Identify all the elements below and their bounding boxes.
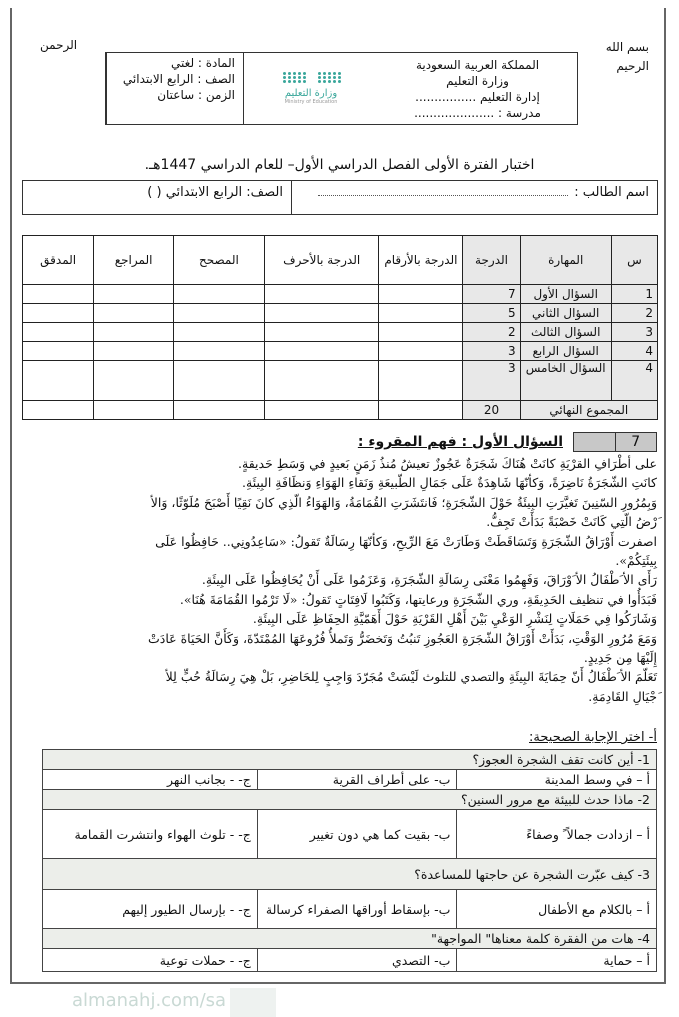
logo-dot bbox=[293, 80, 296, 83]
score-skill: السؤال الثالث bbox=[520, 323, 611, 342]
mcq-option[interactable]: ج- - بإرسال الطيور إليهم bbox=[43, 890, 258, 929]
logo-dot bbox=[288, 80, 291, 83]
logo-dot bbox=[328, 80, 331, 83]
score-header: الدرجة bbox=[463, 236, 520, 285]
passage-line: فَبَدَأُوا في تنظيف الحَدِيقَةِ، وري الشّجَرَةِ ورعايتها، وَكَتَبُوا لَافِتَاتٍ تَقولُ: «لَا تَرْمُوا القُمَامَةَ هُنَا». bbox=[179, 591, 657, 607]
question1-title: السؤال الأول : فهم المقروء : bbox=[357, 434, 563, 450]
logo-dot bbox=[303, 80, 306, 83]
score-entry-cell[interactable] bbox=[379, 285, 463, 304]
passage-line: تَعَلّمَ الأ َطْفَالُ أَنّ حِمَايَةَ البِيئَةِ والتصدي للتلوث لَيْسَتْ مُجَرّدَ وَاجِبٍ لِلحَاضِرِ، بَلْ هِيَ رِسَالَةُ حُبٍّ لِلأ bbox=[165, 669, 657, 685]
score-entry-cell[interactable] bbox=[379, 304, 463, 323]
score-entry-cell[interactable] bbox=[265, 361, 379, 401]
score-row bbox=[23, 361, 658, 401]
logo-dot bbox=[318, 72, 321, 75]
score-entry-cell[interactable] bbox=[265, 304, 379, 323]
student-name-label: اسم الطالب : bbox=[574, 185, 649, 200]
logo-dot bbox=[283, 80, 286, 83]
question1-grade: 7 bbox=[616, 433, 657, 451]
logo-dot bbox=[328, 72, 331, 75]
score-entry-cell[interactable] bbox=[23, 285, 94, 304]
logo-dot bbox=[338, 80, 341, 83]
logo-dot bbox=[333, 72, 336, 75]
logo-dot bbox=[338, 76, 341, 79]
bismillah-right bbox=[606, 38, 649, 76]
subject: المادة : لغتي bbox=[171, 56, 235, 70]
exam-title: اختبار الفترة الأولى الفصل الدراسي الأول– للعام الدراسي 1447هـ. bbox=[144, 157, 535, 173]
watermark-block bbox=[230, 988, 276, 1017]
score-entry-cell[interactable] bbox=[94, 323, 174, 342]
mcq-option[interactable]: ب- بإسقاط أوراقها الصفراء كرسالة bbox=[257, 890, 457, 929]
score-row bbox=[23, 285, 658, 304]
score-grade: 3 bbox=[463, 361, 520, 401]
duration: الزمن : ساعتان bbox=[157, 88, 235, 102]
logo-dot bbox=[323, 76, 326, 79]
logo-arabic-text: وزارة التعليم bbox=[284, 88, 338, 99]
mcq-question-row bbox=[43, 929, 657, 949]
passage-line: إِلَيْهَا مِن جَدِيدٍ. bbox=[583, 650, 657, 666]
subject-info bbox=[106, 53, 243, 124]
score-header: الدرجة بالأحرف bbox=[265, 236, 379, 285]
logo-dot bbox=[288, 72, 291, 75]
score-entry-cell[interactable] bbox=[265, 401, 379, 420]
mcq-options-row bbox=[43, 770, 657, 790]
mcq-question: 3- كيف عبّرت الشجرة عن حاجتها للمساعدة؟ bbox=[43, 859, 657, 890]
logo-dot bbox=[333, 76, 336, 79]
score-entry-cell[interactable] bbox=[265, 285, 379, 304]
score-header: المدقق bbox=[23, 236, 94, 285]
passage-line: على أطْرَافِ القرْيَةِ كانَتْ هُنَاكَ شَجَرَةٌ عَجُوزٌ تعيشُ مُنذُ زَمَنٍ بَعيدٍ في وَسَطِ حَديقةٍ. bbox=[238, 456, 657, 471]
score-num: 4 bbox=[611, 342, 657, 361]
mcq-question-row bbox=[43, 790, 657, 810]
score-entry-cell[interactable] bbox=[173, 304, 264, 323]
score-header: المصحح bbox=[173, 236, 264, 285]
score-num: 2 bbox=[611, 304, 657, 323]
score-entry-cell[interactable] bbox=[265, 342, 379, 361]
ministry-logo bbox=[243, 53, 378, 124]
mcq-options-row bbox=[43, 890, 657, 929]
score-grade: 3 bbox=[463, 342, 520, 361]
mcq-options-row bbox=[43, 810, 657, 859]
logo-dots-icon bbox=[282, 72, 341, 83]
logo-dot bbox=[323, 72, 326, 75]
score-skill: السؤال الرابع bbox=[520, 342, 611, 361]
bismillah-line: الرحيم bbox=[616, 59, 649, 73]
logo-dot bbox=[338, 72, 341, 75]
logo-dot bbox=[298, 76, 301, 79]
score-entry-cell[interactable] bbox=[23, 342, 94, 361]
mcq-option[interactable]: أ – بالكلام مع الأطفال bbox=[457, 890, 657, 929]
score-row bbox=[23, 304, 658, 323]
student-name-field[interactable] bbox=[291, 181, 657, 214]
logo-dot bbox=[298, 72, 301, 75]
logo-dot bbox=[318, 76, 321, 79]
passage-line: َجْيَالِ القَادِمَةِ. bbox=[588, 688, 657, 704]
logo-dot bbox=[283, 72, 286, 75]
mcq-option[interactable]: أ – ازدادت جمالاً ً وصفاءً bbox=[457, 810, 657, 859]
passage-line: وَبِمُرُورِ السّنِينَ تَغيَّرَتِ البِيئَةُ حَوْلَ الشّجَرَةِ؛ فَانتَشَرَتِ القُمَامَةُ، وَالهَوَاءُ الّذِي كانَ نَقِيًا أَصْبَحَ مُلَوّثًا، وَالأ bbox=[150, 494, 657, 510]
mcq-question-row bbox=[43, 859, 657, 890]
mcq-option[interactable]: ج- - حملات توعية bbox=[43, 949, 258, 972]
score-header: المهارة bbox=[520, 236, 611, 285]
student-class: الصف: الرابع الابتدائي ( ) bbox=[147, 185, 283, 200]
score-entry-cell[interactable] bbox=[173, 361, 264, 401]
score-entry-cell[interactable] bbox=[173, 342, 264, 361]
education-dept: إدارة التعليم ................ bbox=[415, 90, 540, 104]
score-entry-cell[interactable] bbox=[379, 342, 463, 361]
passage-line: اصفرت أَوْرَاقُ الشّجَرَةِ وَتَسَاقَطَتْ وَطَارَتْ مَعَ الرِّيحِ، وَكأنّهَا رِسَالَةٌ تَقولُ: «سَاعِدُونِي.. حَافِظُوا عَلَى bbox=[155, 533, 657, 549]
score-entry-cell[interactable] bbox=[379, 361, 463, 401]
score-skill: السؤال الأول bbox=[520, 285, 611, 304]
score-header: المراجع bbox=[94, 236, 174, 285]
logo-dot bbox=[298, 80, 301, 83]
score-num: 1 bbox=[611, 285, 657, 304]
name-dotted-line bbox=[318, 185, 568, 196]
mcq-question: 1- أين كانت تقف الشجرة العجوز؟ bbox=[43, 750, 657, 770]
country: المملكة العربية السعودية bbox=[415, 58, 540, 72]
grade-level: الصف : الرابع الابتدائي bbox=[122, 72, 235, 86]
logo-dot bbox=[328, 76, 331, 79]
score-grade: 5 bbox=[463, 304, 520, 323]
mcq-options-row bbox=[43, 949, 657, 972]
mcq-option[interactable]: ب- التصدي bbox=[257, 949, 457, 972]
score-entry-cell[interactable] bbox=[265, 323, 379, 342]
passage-line: بِيئَتِكُمْ». bbox=[615, 553, 657, 569]
passage-line: َرْضُ الّتِي كَانَتْ خَصْبَةً بَدَأَتْ تَجِفُّ. bbox=[486, 514, 657, 530]
logo-english-text: Ministry of Education bbox=[284, 99, 338, 105]
score-entry-cell[interactable] bbox=[23, 361, 94, 401]
score-entry-cell[interactable] bbox=[23, 304, 94, 323]
instruction: أ- اختر الإجابة الصحيحة: bbox=[529, 730, 657, 745]
question1-grade-box bbox=[573, 432, 657, 452]
logo-dot bbox=[283, 76, 286, 79]
reading-passage bbox=[21, 454, 657, 706]
score-skill: السؤال الخامس bbox=[520, 361, 611, 401]
logo-dot bbox=[293, 76, 296, 79]
mcq-option[interactable]: ج- - تلوث الهواء وانتشرت القمامة bbox=[43, 810, 258, 859]
passage-line: رَأَى الأ َطْفَالُ الأ َوْرَاقَ، وَفَهِمُوا مَعْنَى رِسَالَةِ الشّجَرَةِ، وَعَزَمُوا عَلَى أَنْ يُحَافِظُوا عَلَى البِيئَةِ. bbox=[201, 572, 657, 588]
bismillah-line: بسم الله bbox=[605, 40, 649, 54]
logo-dot bbox=[323, 80, 326, 83]
logo-dot bbox=[333, 80, 336, 83]
watermark-url: almanahj.com/sa bbox=[72, 990, 227, 1011]
score-row bbox=[23, 342, 658, 361]
score-num: 3 bbox=[611, 323, 657, 342]
logo-dot bbox=[288, 76, 291, 79]
score-num: 4 bbox=[611, 361, 657, 401]
score-skill: السؤال الثاني bbox=[520, 304, 611, 323]
score-table bbox=[22, 235, 658, 420]
score-entry-cell[interactable] bbox=[379, 323, 463, 342]
logo-dot bbox=[303, 72, 306, 75]
total-row bbox=[23, 401, 658, 420]
student-info-box bbox=[22, 180, 658, 215]
score-grade: 7 bbox=[463, 285, 520, 304]
score-entry-cell[interactable] bbox=[173, 401, 264, 420]
mcq-table bbox=[42, 749, 657, 972]
score-header: س bbox=[611, 236, 657, 285]
passage-line: كانَتِ الشّجَرَةُ نَاضِرَةً، وَكأنّهَا شَاهِدَةٌ عَلَى جَمَالِ الطّبيعَةِ وَنَقاءِ الهَوَاءِ وَنظَافَةِ البِيئَةِ. bbox=[242, 475, 657, 491]
score-entry-cell[interactable] bbox=[94, 401, 174, 420]
score-row bbox=[23, 323, 658, 342]
mcq-option[interactable]: أ – في وسط المدينة bbox=[457, 770, 657, 790]
ministry: وزارة التعليم bbox=[446, 74, 509, 88]
mcq-option[interactable]: ب- على أطراف القرية bbox=[257, 770, 457, 790]
score-entry-cell[interactable] bbox=[23, 401, 94, 420]
score-grade: 2 bbox=[463, 323, 520, 342]
mcq-question: 2- ماذا حدث للبيئة مع مرور السنين؟ bbox=[43, 790, 657, 810]
score-entry-cell[interactable] bbox=[94, 361, 174, 401]
score-entry-cell[interactable] bbox=[94, 285, 174, 304]
score-entry-cell[interactable] bbox=[379, 401, 463, 420]
logo-dot bbox=[318, 80, 321, 83]
passage-line: وَشَارَكُوا فِي حَمَلَاتٍ لِنَشْرِ الوَعْيِ بَيْنَ أَهْلِ القَرْيَةِ حَوْلَ أَهَمّيَّةِ الحِفَاظِ عَلَى البِيئَةِ. bbox=[252, 611, 657, 627]
mcq-option[interactable]: أ – حماية bbox=[457, 949, 657, 972]
logo-dot bbox=[293, 72, 296, 75]
mcq-option[interactable]: ب- بقيت كما هي دون تغيير bbox=[257, 810, 457, 859]
bismillah-left: الرحمن bbox=[40, 38, 78, 52]
total-label: المجموع النهائي bbox=[520, 401, 657, 420]
logo-dot bbox=[303, 76, 306, 79]
school: مدرسة : ..................... bbox=[414, 106, 541, 120]
school-info bbox=[378, 53, 577, 124]
score-entry-cell[interactable] bbox=[173, 323, 264, 342]
mcq-option[interactable]: ج- - بجانب النهر bbox=[43, 770, 258, 790]
mcq-question: 4- هات من الفقرة كلمة معناها" المواجهة" bbox=[43, 929, 657, 949]
question1-header bbox=[21, 432, 657, 452]
question1-score-blank bbox=[574, 433, 616, 451]
score-entry-cell[interactable] bbox=[94, 304, 174, 323]
score-entry-cell[interactable] bbox=[23, 323, 94, 342]
mcq-question-row bbox=[43, 750, 657, 770]
score-entry-cell[interactable] bbox=[94, 342, 174, 361]
score-entry-cell[interactable] bbox=[173, 285, 264, 304]
passage-line: وَمَعَ مُرُورِ الوَقْتِ، بَدَأَتْ أَوْرَاقُ الشّجَرَةِ العَجُوزِ تَنبُتُ وَتَخضَرُّ وَتَملأُ فُرُوعَهَا المُمْتَدّةَ، وَكَأَنَّ الحَيَاةَ عَادَتْ bbox=[148, 630, 657, 646]
header-box bbox=[105, 52, 578, 125]
total-value: 20 bbox=[463, 401, 520, 420]
score-header: الدرجة بالأرقام bbox=[379, 236, 463, 285]
